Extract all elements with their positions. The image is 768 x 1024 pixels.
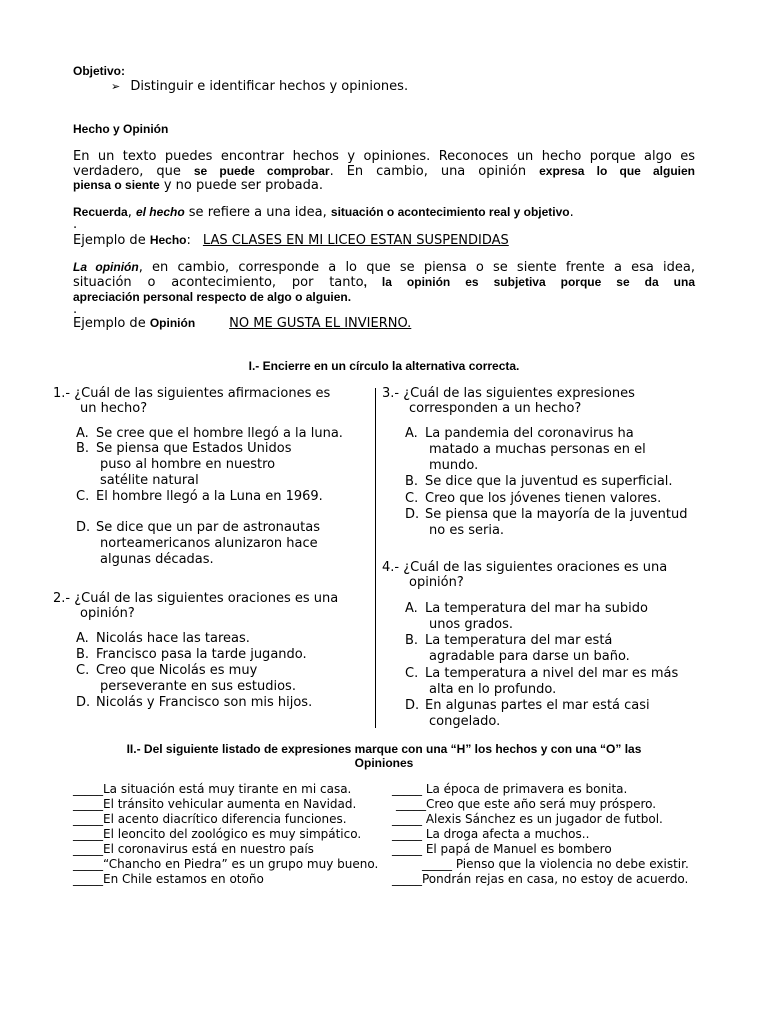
option-text: Se dice que la juventud es superficial. <box>425 474 673 489</box>
list-item[interactable]: _____ Alexis Sánchez es un jugador de futbol. <box>392 812 663 826</box>
option-text: La temperatura a nivel del mar es más <box>425 666 679 681</box>
option-text-cont: algunas décadas. <box>100 552 214 567</box>
q4-option-a[interactable] <box>405 601 648 632</box>
option-letter: C. <box>76 663 90 678</box>
question-3 <box>382 386 635 416</box>
option-letter: A. <box>76 426 89 441</box>
option-letter: B. <box>76 441 90 456</box>
separator-dot: . <box>73 217 78 232</box>
option-text: La pandemia del coronavirus ha <box>425 426 634 441</box>
option-letter: C. <box>405 491 419 506</box>
list-item[interactable]: _____El acento diacrítico diferencia funciones. <box>73 812 347 826</box>
recuerda-text: , <box>127 205 136 220</box>
opinion-bold-italic: La opinión <box>73 260 139 274</box>
question-4-line-2: opinión? <box>409 575 464 590</box>
option-text-cont: matado a muchas personas en el <box>429 442 646 457</box>
ejemplo-opinion <box>73 316 411 331</box>
option-letter: D. <box>76 520 91 535</box>
list-item[interactable]: _____En Chile estamos en otoño <box>73 872 264 886</box>
recuerda-el-hecho: el hecho <box>135 205 185 219</box>
q3-option-c[interactable] <box>405 491 661 507</box>
option-letter: B. <box>405 474 419 489</box>
question-2-line-1: 2.- ¿Cuál de las siguientes oraciones es una <box>53 591 339 606</box>
option-text-cont: agradable para darse un baño. <box>429 649 630 664</box>
option-letter: A. <box>405 601 418 616</box>
q4-option-d[interactable] <box>405 698 650 729</box>
option-text-cont: congelado. <box>429 714 501 729</box>
recuerda-bold: situación o acontecimiento real y objetivo <box>330 205 570 219</box>
ejemplo-label: Ejemplo de <box>73 233 146 248</box>
option-text: En algunas partes el mar está casi <box>425 698 650 713</box>
question-3-line-1: 3.- ¿Cuál de las siguientes expresiones <box>382 386 635 401</box>
opinion-text: situación o acontecimiento, por tanto <box>73 275 364 290</box>
q4-option-c[interactable] <box>405 666 679 697</box>
option-letter: D. <box>405 698 420 713</box>
option-text-cont: alta en lo profundo. <box>429 682 557 697</box>
question-4-line-1: 4.- ¿Cuál de las siguientes oraciones es una <box>382 560 668 575</box>
recuerda-line <box>73 205 574 220</box>
ejemplo-opinion-bold: Opinión <box>149 316 196 330</box>
option-text-cont: norteamericanos alunizaron hace <box>100 536 318 551</box>
q1-option-d[interactable] <box>76 520 320 567</box>
q1-option-a[interactable] <box>76 426 343 442</box>
ejemplo-hecho <box>73 233 509 248</box>
separator-dot: . <box>73 302 78 317</box>
intro-text: verdadero, que <box>73 164 181 179</box>
q4-option-b[interactable] <box>405 633 630 664</box>
list-item[interactable]: _____ La droga afecta a muchos.. <box>392 827 590 841</box>
objetivo-item <box>111 79 408 94</box>
option-text: Se piensa que Estados Unidos <box>96 441 292 456</box>
section-2-title-line-1: II.- Del siguiente listado de expresiones marque con una “H” los hechos y con una “O” las <box>126 742 642 756</box>
option-text: Se cree que el hombre llegó a la luna. <box>96 426 343 441</box>
option-text-cont: mundo. <box>429 458 479 473</box>
column-divider <box>375 388 376 728</box>
section-1-title: I.- Encierre en un círculo la alternativa correcta. <box>248 359 520 373</box>
intro-line-3 <box>73 178 323 193</box>
recuerda-text: . <box>569 205 574 220</box>
list-item[interactable]: _____La situación está muy tirante en mi casa. <box>73 782 352 796</box>
option-letter: D. <box>76 695 91 710</box>
recuerda-text: se refiere a una idea, <box>184 205 331 220</box>
question-1-line-1: 1.- ¿Cuál de las siguientes afirmaciones es <box>53 386 331 401</box>
intro-text: . En cambio, una opinión <box>329 164 527 179</box>
ejemplo-hecho-value: LAS CLASES EN MI LICEO ESTAN SUSPENDIDAS <box>202 233 509 248</box>
q2-option-d[interactable] <box>76 695 312 711</box>
list-item[interactable]: _____Creo que este año será muy próspero. <box>396 797 657 811</box>
option-text: La temperatura del mar ha subido <box>425 601 648 616</box>
option-text-cont: puso al hombre en nuestro <box>100 457 276 472</box>
option-text-cont: no es seria. <box>429 523 505 538</box>
question-1-line-2: un hecho? <box>80 401 148 416</box>
q2-option-a[interactable] <box>76 631 250 647</box>
ejemplo-colon: : <box>186 233 191 248</box>
intro-bold-comprobar: se puede comprobar <box>193 164 330 178</box>
option-text: Nicolás hace las tareas. <box>96 631 250 646</box>
opinion-bold: , la opinión es subjetiva porque se da una <box>363 275 695 289</box>
list-item[interactable]: _____El leoncito del zoológico es muy simpático. <box>73 827 362 841</box>
option-text: Se dice que un par de astronautas <box>96 520 320 535</box>
list-item[interactable]: _____Pondrán rejas en casa, no estoy de acuerdo. <box>392 872 689 886</box>
q3-option-d[interactable] <box>405 507 688 538</box>
opinion-line-3: apreciación personal respecto de algo o alguien. <box>73 290 352 304</box>
option-letter: B. <box>405 633 419 648</box>
ejemplo-hecho-bold: Hecho <box>149 233 187 247</box>
option-letter: C. <box>76 489 90 504</box>
intro-line-1: En un texto puedes encontrar hechos y opiniones. Reconoces un hecho porque algo es <box>73 149 695 164</box>
section-2-title-line-2: Opiniones <box>354 756 414 770</box>
option-text-cont: satélite natural <box>100 473 199 488</box>
q1-option-b[interactable] <box>76 441 292 488</box>
option-text: Francisco pasa la tarde jugando. <box>96 647 307 662</box>
question-2 <box>53 591 338 621</box>
list-item[interactable]: _____El tránsito vehicular aumenta en Navidad. <box>73 797 357 811</box>
intro-text: y no puede ser probada. <box>163 178 323 193</box>
option-letter: A. <box>76 631 89 646</box>
option-text: Creo que Nicolás es muy <box>96 663 258 678</box>
q1-option-c[interactable] <box>76 489 323 505</box>
option-letter: A. <box>405 426 418 441</box>
option-letter: C. <box>405 666 419 681</box>
list-item[interactable]: _____El coronavirus está en nuestro país <box>73 842 314 856</box>
option-text-cont: unos grados. <box>429 617 514 632</box>
list-item[interactable]: _____ La época de primavera es bonita. <box>392 782 628 796</box>
objetivo-label: Objetivo: <box>73 64 126 78</box>
option-text: Se piensa que la mayoría de la juventud <box>425 507 688 522</box>
ejemplo-label: Ejemplo de <box>73 316 146 331</box>
option-text: Nicolás y Francisco son mis hijos. <box>96 695 313 710</box>
q2-option-b[interactable] <box>76 647 307 663</box>
option-letter: D. <box>405 507 420 522</box>
intro-bold-piensa: piensa o siente <box>73 178 160 192</box>
opinion-line-1 <box>73 260 695 275</box>
list-item[interactable]: _____ El papá de Manuel es bombero <box>392 842 612 856</box>
question-2-line-2: opinión? <box>80 606 135 621</box>
option-text-cont: perseverante en sus estudios. <box>100 679 296 694</box>
question-4 <box>382 560 667 590</box>
option-letter: B. <box>76 647 90 662</box>
q2-option-c[interactable] <box>76 663 296 694</box>
option-text: Creo que los jóvenes tienen valores. <box>425 491 662 506</box>
list-item[interactable]: _____“Chancho en Piedra” es un grupo muy bueno. <box>73 857 379 871</box>
objetivo-text: Distinguir e identificar hechos y opiniones. <box>130 79 409 94</box>
intro-bold-expresa: expresa lo que alguien <box>539 164 696 178</box>
recuerda-label: Recuerda <box>73 205 128 219</box>
question-3-line-2: corresponden a un hecho? <box>409 401 582 416</box>
bullet-arrow-icon: ➢ <box>111 80 121 93</box>
q3-option-b[interactable] <box>405 474 673 490</box>
intro-line-2 <box>73 164 695 179</box>
list-item[interactable]: _____ Pienso que la violencia no debe existir. <box>422 857 689 871</box>
ejemplo-opinion-value: NO ME GUSTA EL INVIERNO. <box>229 316 412 331</box>
opinion-line-2 <box>73 275 695 290</box>
q3-option-a[interactable] <box>405 426 646 473</box>
opinion-text: , en cambio, corresponde a lo que se piensa o se siente frente a esa idea, <box>138 260 696 275</box>
option-text: La temperatura del mar está <box>425 633 613 648</box>
option-text: El hombre llegó a la Luna en 1969. <box>96 489 323 504</box>
question-1 <box>53 386 330 416</box>
section-title-hecho-opinion: Hecho y Opinión <box>73 122 169 136</box>
